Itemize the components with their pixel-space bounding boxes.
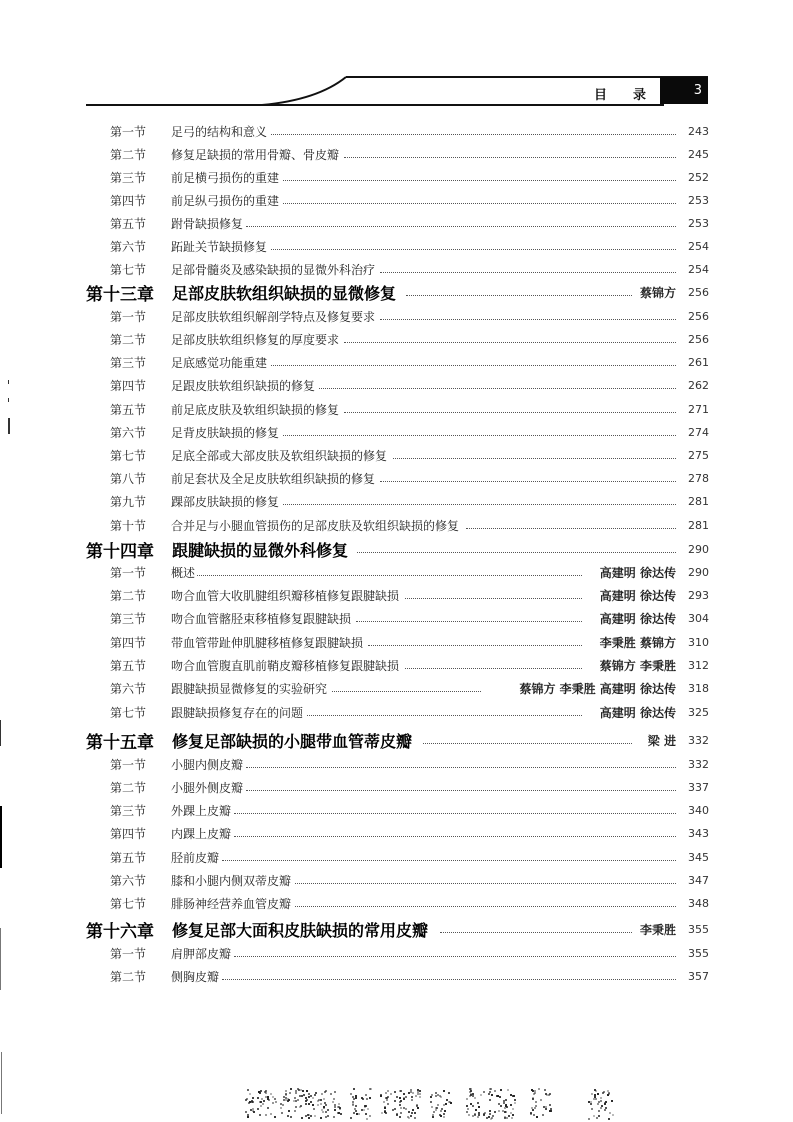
toc-section-row[interactable] <box>0 422 793 442</box>
toc-section-row[interactable] <box>0 943 793 963</box>
page-ref: 278 <box>688 471 709 485</box>
dot-leader <box>344 412 676 413</box>
toc-section-row[interactable] <box>0 167 793 187</box>
toc-section-row[interactable] <box>0 966 793 986</box>
section-number: 第三节 <box>110 355 147 370</box>
toc-chapter-row[interactable] <box>0 282 793 305</box>
chapter-number: 第十四章 <box>86 541 154 562</box>
page-ref: 337 <box>688 780 709 794</box>
toc-section-row[interactable] <box>0 306 793 326</box>
dot-leader <box>393 458 676 459</box>
page-ref: 275 <box>688 448 709 462</box>
section-title: 足跟皮肤软组织缺损的修复 <box>171 378 316 393</box>
page-ref: 293 <box>688 588 709 602</box>
page-ref: 340 <box>688 803 709 817</box>
toc-section-row[interactable] <box>0 847 793 867</box>
toc-chapter-row[interactable] <box>0 730 793 753</box>
scan-artifact <box>0 720 1 746</box>
section-title: 腓肠神经营养血管皮瓣 <box>171 896 292 911</box>
toc-chapter-row[interactable] <box>0 539 793 562</box>
section-number: 第六节 <box>110 239 147 254</box>
section-title: 前足纵弓损伤的重建 <box>171 193 280 208</box>
chapter-title: 跟腱缺损的显微外科修复 <box>172 540 349 560</box>
page-ref: 347 <box>688 873 709 887</box>
dot-leader <box>380 481 676 482</box>
section-title: 概述 <box>171 565 196 580</box>
author-names: 高建明 徐达传 <box>599 705 676 720</box>
dot-leader <box>234 836 676 837</box>
dot-leader <box>356 621 582 622</box>
dot-leader <box>380 319 676 320</box>
page-ref: 261 <box>688 355 709 369</box>
toc-section-row[interactable] <box>0 468 793 488</box>
section-title: 跟腱缺损显微修复的实验研究 <box>171 681 328 696</box>
scan-artifact <box>8 418 10 434</box>
page-ref: 256 <box>688 309 709 323</box>
section-number: 第三节 <box>110 803 147 818</box>
toc-section-row[interactable] <box>0 515 793 535</box>
toc-section-row[interactable] <box>0 213 793 233</box>
page-ref: 355 <box>688 946 709 960</box>
toc-section-row[interactable] <box>0 329 793 349</box>
page-ref: 355 <box>688 922 709 936</box>
page-ref: 343 <box>688 826 709 840</box>
section-title: 踝部皮肤缺损的修复 <box>171 494 280 509</box>
dot-leader <box>307 715 582 716</box>
dot-leader <box>423 743 632 744</box>
page-ref: 357 <box>688 969 709 983</box>
dot-leader <box>246 226 676 227</box>
dot-leader <box>222 979 676 980</box>
section-title: 足底全部或大部皮肤及软组织缺损的修复 <box>171 448 388 463</box>
dot-leader <box>319 388 676 389</box>
dot-leader <box>246 767 676 768</box>
author-names: 蔡锦方 <box>639 285 676 300</box>
toc-section-row[interactable] <box>0 870 793 890</box>
section-title: 修复足缺损的常用骨瓣、骨皮瓣 <box>171 147 340 162</box>
toc-section-row[interactable] <box>0 585 793 605</box>
toc-section-row[interactable] <box>0 445 793 465</box>
section-number: 第一节 <box>110 757 147 772</box>
section-title: 足部皮肤软组织解剖学特点及修复要求 <box>171 309 376 324</box>
section-number: 第五节 <box>110 850 147 865</box>
section-number: 第三节 <box>110 170 147 185</box>
section-number: 第五节 <box>110 216 147 231</box>
section-number: 第七节 <box>110 448 147 463</box>
dot-leader <box>271 134 676 135</box>
section-title: 前足套状及全足皮肤软组织缺损的修复 <box>171 471 376 486</box>
dot-leader <box>222 860 676 861</box>
dot-leader <box>271 249 676 250</box>
dot-leader <box>295 906 676 907</box>
toc-section-row[interactable] <box>0 823 793 843</box>
section-number: 第一节 <box>110 309 147 324</box>
section-number: 第二节 <box>110 147 147 162</box>
section-title: 足部皮肤软组织修复的厚度要求 <box>171 332 340 347</box>
toc-section-row[interactable] <box>0 632 793 652</box>
toc-section-row[interactable] <box>0 800 793 820</box>
section-number: 第二节 <box>110 780 147 795</box>
header-rule-bottom <box>86 104 664 106</box>
section-number: 第五节 <box>110 658 147 673</box>
section-title: 外踝上皮瓣 <box>171 803 232 818</box>
section-title: 跟腱缺损修复存在的问题 <box>171 705 304 720</box>
dot-leader <box>283 504 676 505</box>
scan-artifact <box>0 928 1 990</box>
page-ref: 253 <box>688 193 709 207</box>
page-ref: 254 <box>688 262 709 276</box>
toc-section-row[interactable] <box>0 236 793 256</box>
author-names: 高建明 徐达传 <box>599 611 676 626</box>
section-title: 肩胛部皮瓣 <box>171 946 232 961</box>
section-title: 膝和小腿内侧双蒂皮瓣 <box>171 873 292 888</box>
section-title: 前足横弓损伤的重建 <box>171 170 280 185</box>
section-number: 第六节 <box>110 681 147 696</box>
section-title: 跖趾关节缺损修复 <box>171 239 268 254</box>
section-number: 第二节 <box>110 969 147 984</box>
toc-section-row[interactable] <box>0 121 793 141</box>
toc-chapter-row[interactable] <box>0 919 793 942</box>
dot-leader <box>466 528 676 529</box>
section-title: 侧胸皮瓣 <box>171 969 220 984</box>
header-rule-top <box>346 76 708 78</box>
section-number: 第七节 <box>110 705 147 720</box>
section-number: 第五节 <box>110 402 147 417</box>
section-number: 第二节 <box>110 588 147 603</box>
section-number: 第一节 <box>110 565 147 580</box>
section-number: 第七节 <box>110 896 147 911</box>
section-title: 吻合血管腹直肌前鞘皮瓣移植修复跟腱缺损 <box>171 658 400 673</box>
page-ref: 332 <box>688 733 709 747</box>
dot-leader <box>197 575 581 576</box>
section-title: 吻合血管髂胫束移植修复跟腱缺损 <box>171 611 352 626</box>
page-ref: 256 <box>688 332 709 346</box>
page-ref: 290 <box>688 542 709 556</box>
chapter-number: 第十三章 <box>86 284 154 305</box>
dot-leader <box>344 342 676 343</box>
section-number: 第四节 <box>110 635 147 650</box>
header-section-label-2: 录 <box>633 88 647 103</box>
page-ref: 281 <box>688 518 709 532</box>
chapter-title: 足部皮肤软组织缺损的显微修复 <box>172 283 397 303</box>
author-names: 高建明 徐达传 <box>599 588 676 603</box>
section-title: 足弓的结构和意义 <box>171 124 268 139</box>
page-ref: 310 <box>688 635 709 649</box>
section-title: 胫前皮瓣 <box>171 850 220 865</box>
page-ref: 332 <box>688 757 709 771</box>
section-title: 小腿内侧皮瓣 <box>171 757 244 772</box>
section-number: 第六节 <box>110 873 147 888</box>
page-ref: 256 <box>688 285 709 299</box>
dot-leader <box>380 272 676 273</box>
page-ref: 243 <box>688 124 709 138</box>
section-title: 跗骨缺损修复 <box>171 216 244 231</box>
page-ref: 325 <box>688 705 709 719</box>
dot-leader <box>271 365 676 366</box>
section-number: 第十节 <box>110 518 147 533</box>
dot-leader <box>283 203 676 204</box>
page-number-box <box>660 77 708 104</box>
header-section-label-1: 目 <box>594 88 608 103</box>
dot-leader <box>234 813 676 814</box>
dot-leader <box>368 645 582 646</box>
page-ref: 290 <box>688 565 709 579</box>
page-ref: 274 <box>688 425 709 439</box>
scan-artifact <box>8 380 9 384</box>
author-names: 蔡锦方 李秉胜 <box>599 658 676 673</box>
section-title: 足背皮肤缺损的修复 <box>171 425 280 440</box>
dot-leader <box>405 598 582 599</box>
toc-section-row[interactable] <box>0 190 793 210</box>
toc-section-row[interactable] <box>0 144 793 164</box>
page-ref: 312 <box>688 658 709 672</box>
toc-section-row[interactable] <box>0 655 793 675</box>
toc-section-row[interactable] <box>0 399 793 419</box>
page-ref: 254 <box>688 239 709 253</box>
page-ref: 271 <box>688 402 709 416</box>
section-number: 第一节 <box>110 946 147 961</box>
toc-section-row[interactable] <box>0 562 793 582</box>
dot-leader <box>405 668 582 669</box>
page-ref: 304 <box>688 611 709 625</box>
page-ref: 318 <box>688 681 709 695</box>
chapter-title: 修复足部大面积皮肤缺损的常用皮瓣 <box>172 920 429 940</box>
section-title: 带血管带趾伸肌腱移植修复跟腱缺损 <box>171 635 364 650</box>
dot-leader <box>344 157 676 158</box>
chapter-number: 第十五章 <box>86 732 154 753</box>
scan-artifact <box>8 398 9 402</box>
page-ref: 245 <box>688 147 709 161</box>
page-ref: 348 <box>688 896 709 910</box>
page-number: 3 <box>693 83 702 98</box>
dot-leader <box>440 932 633 933</box>
dot-leader <box>246 790 676 791</box>
scan-noise-strip <box>200 1080 640 1120</box>
toc-section-row[interactable] <box>0 259 793 279</box>
dot-leader <box>406 295 632 296</box>
chapter-number: 第十六章 <box>86 921 154 942</box>
dot-leader <box>357 552 676 553</box>
author-names: 梁 进 <box>647 733 676 748</box>
section-number: 第四节 <box>110 826 147 841</box>
dot-leader <box>283 180 676 181</box>
author-names: 蔡锦方 李秉胜 高建明 徐达传 <box>519 681 676 696</box>
section-number: 第四节 <box>110 378 147 393</box>
section-title: 前足底皮肤及软组织缺损的修复 <box>171 402 340 417</box>
section-number: 第九节 <box>110 494 147 509</box>
section-title: 足底感觉功能重建 <box>171 355 268 370</box>
header-curve-decoration <box>260 76 350 106</box>
page-ref: 252 <box>688 170 709 184</box>
toc-section-row[interactable] <box>0 352 793 372</box>
chapter-title: 修复足部缺损的小腿带血管蒂皮瓣 <box>172 731 413 751</box>
scan-artifact <box>1 1052 2 1114</box>
page-ref: 345 <box>688 850 709 864</box>
toc-section-row[interactable] <box>0 375 793 395</box>
dot-leader <box>234 956 676 957</box>
section-number: 第三节 <box>110 611 147 626</box>
scan-artifact <box>0 806 2 868</box>
toc-section-row[interactable] <box>0 491 793 511</box>
section-title: 内踝上皮瓣 <box>171 826 232 841</box>
section-title: 足部骨髓炎及感染缺损的显微外科治疗 <box>171 262 376 277</box>
section-number: 第四节 <box>110 193 147 208</box>
section-number: 第八节 <box>110 471 147 486</box>
section-title: 吻合血管大收肌腱组织瓣移植修复跟腱缺损 <box>171 588 400 603</box>
author-names: 李秉胜 蔡锦方 <box>599 635 676 650</box>
page-ref: 253 <box>688 216 709 230</box>
section-number: 第一节 <box>110 124 147 139</box>
dot-leader <box>332 691 481 692</box>
toc-section-row[interactable] <box>0 777 793 797</box>
author-names: 高建明 徐达传 <box>599 565 676 580</box>
page-ref: 262 <box>688 378 709 392</box>
toc-section-row[interactable] <box>0 754 793 774</box>
toc-section-row[interactable] <box>0 678 793 698</box>
author-names: 李秉胜 <box>639 922 676 937</box>
toc-section-row[interactable] <box>0 893 793 913</box>
dot-leader <box>283 435 676 436</box>
section-title: 合并足与小腿血管损伤的足部皮肤及软组织缺损的修复 <box>171 518 460 533</box>
page-ref: 281 <box>688 494 709 508</box>
section-number: 第六节 <box>110 425 147 440</box>
section-number: 第七节 <box>110 262 147 277</box>
section-number: 第二节 <box>110 332 147 347</box>
section-title: 小腿外侧皮瓣 <box>171 780 244 795</box>
dot-leader <box>295 883 676 884</box>
toc-section-row[interactable] <box>0 702 793 722</box>
toc-section-row[interactable] <box>0 608 793 628</box>
